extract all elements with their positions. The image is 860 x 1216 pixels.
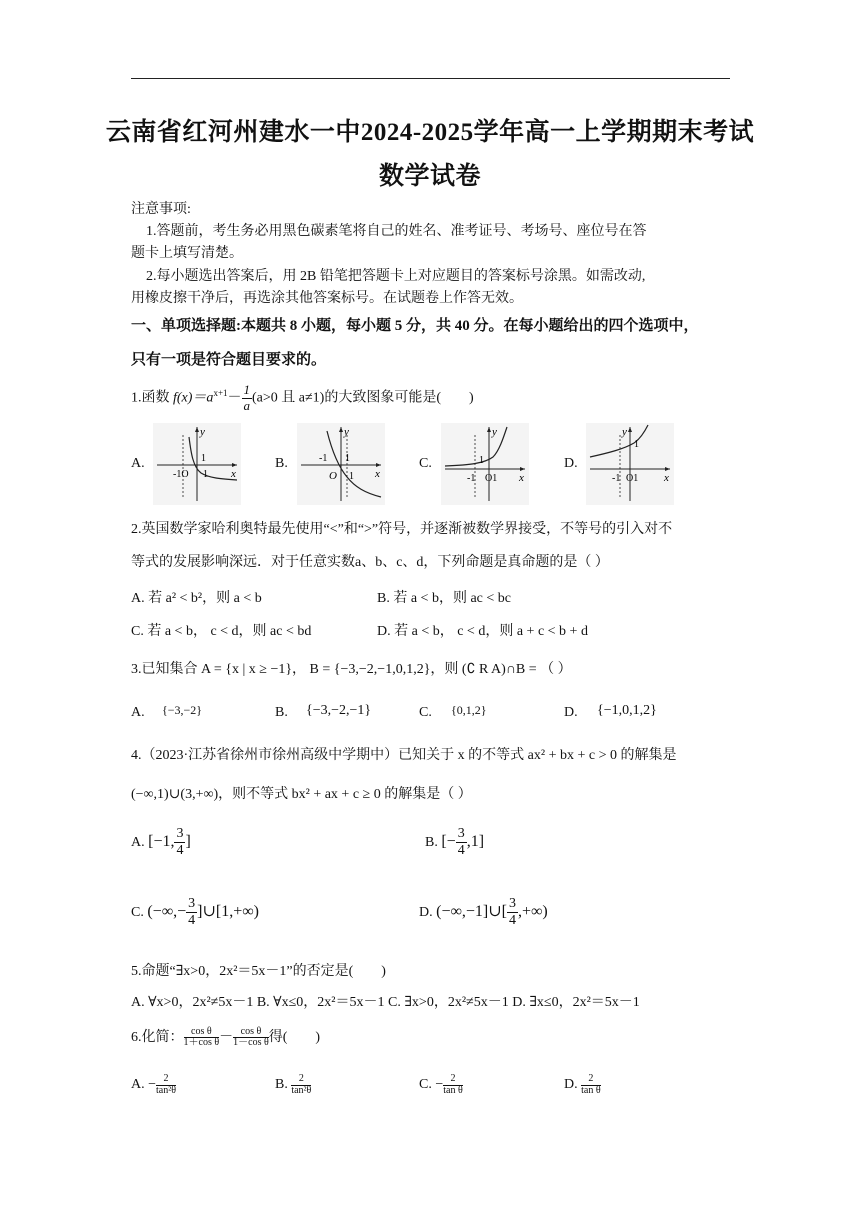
question-4-line-2: (−∞,1)∪(3,+∞)，则不等式 bx² + ax + c ≥ 0 的解集是（ ） bbox=[131, 787, 472, 802]
q1-prefix: 1.函数 bbox=[131, 390, 173, 406]
q4-option-b-pre: [− bbox=[441, 832, 456, 850]
q1-frac-denominator: a bbox=[243, 397, 251, 413]
q6-frac1-n: cos θ bbox=[184, 1027, 220, 1039]
q6-frac2-n: cos θ bbox=[233, 1027, 269, 1039]
q6-frac1-d: 1＋cos θ bbox=[183, 1037, 220, 1049]
q4-a-frac-d: 4 bbox=[176, 843, 184, 859]
q4-option-c-post: ]∪[1,+∞) bbox=[197, 902, 259, 920]
notice-item-1-line-2: 题卡上填写清楚。 bbox=[131, 246, 243, 261]
q1-graph-b bbox=[297, 423, 385, 505]
q1-frac-numerator: 1 bbox=[243, 382, 251, 397]
q3-option-b: {−3,−2,−1} bbox=[306, 703, 372, 718]
q4-option-a-post: ] bbox=[185, 832, 191, 850]
q4-d-frac-n: 3 bbox=[507, 896, 518, 913]
q6-option-c-label: C. − bbox=[419, 1077, 444, 1093]
q4-c-frac-n: 3 bbox=[186, 896, 197, 913]
graph-b-one-x: 1 bbox=[349, 471, 354, 482]
q4-option-a-label: A. bbox=[131, 834, 145, 850]
graph-b-neg1: -1 bbox=[319, 453, 328, 464]
q1-option-b-label: B. bbox=[275, 456, 288, 471]
q4-option-c-label: C. bbox=[131, 904, 144, 920]
graph-c-y-label: y bbox=[492, 426, 497, 438]
q4-a-frac-n: 3 bbox=[174, 826, 185, 843]
q6-option-b-label: B. bbox=[275, 1077, 288, 1093]
q2-option-b: B. 若 a < b，则 ac < bc bbox=[377, 591, 511, 606]
page-subtitle: 数学试卷 bbox=[378, 163, 481, 190]
q3-option-c: {0,1,2} bbox=[451, 703, 487, 717]
graph-c-x-label: x bbox=[519, 472, 524, 484]
q4-option-d-label: D. bbox=[419, 904, 433, 920]
notice-item-2-line-2: 用橡皮擦干净后，再选涂其他答案标号。在试题卷上作答无效。 bbox=[131, 291, 523, 306]
q1-graph-c bbox=[441, 423, 529, 505]
question-5-stem: 5.命题“∃x>0，2x²＝5x－1”的否定是( ) bbox=[131, 964, 386, 979]
q6-d-n: 2 bbox=[581, 1074, 601, 1086]
q3-option-a-label: A. bbox=[131, 705, 145, 720]
q3-option-c-label: C. bbox=[419, 705, 432, 720]
q4-option-b-label: B. bbox=[425, 834, 438, 850]
q3-option-d-label: D. bbox=[564, 705, 578, 720]
q2-option-c: C. 若 a < b， c < d，则 ac < bd bbox=[131, 624, 312, 639]
q3-option-d: {−1,0,1,2} bbox=[597, 703, 657, 718]
q1-exponent: x+1 bbox=[213, 388, 228, 398]
q4-option-c bbox=[131, 896, 259, 929]
section-1-heading-line-2: 只有一项是符合题目要求的。 bbox=[131, 352, 327, 368]
graph-a-neg-label: -1O bbox=[173, 469, 189, 480]
graph-d-neg1: -1 bbox=[612, 473, 621, 484]
question-6-stem bbox=[131, 1026, 320, 1049]
q4-option-d-pre: (−∞,−1]∪[ bbox=[436, 902, 507, 920]
graph-a-x-label: x bbox=[231, 468, 236, 480]
q4-option-a bbox=[131, 826, 191, 859]
q5-options: A. ∀x>0，2x²≠5x－1 B. ∀x≤0，2x²＝5x－1 C. ∃x>0，2x²≠5x－1 D. ∃x≤0，2x²＝5x－1 bbox=[131, 995, 640, 1010]
q6-suffix: 得( ) bbox=[268, 1030, 321, 1045]
q2-option-a: A. 若 a² < b²，则 a < b bbox=[131, 591, 262, 606]
q4-option-a-pre: [−1, bbox=[148, 832, 175, 850]
graph-b-origin: O bbox=[329, 470, 337, 482]
q1-suffix: (a>0 且 a≠1)的大致图象可能是( ) bbox=[252, 390, 474, 406]
q6-minus: － bbox=[219, 1030, 234, 1045]
notice-item-2-line-1: 2.每小题选出答案后，用 2B 铅笔把答题卡上对应题目的答案标号涂黑。如需改动, bbox=[146, 269, 646, 284]
q4-option-c-pre: (−∞,− bbox=[147, 902, 187, 920]
graph-c-o1: O1 bbox=[485, 473, 498, 484]
question-3-stem: 3.已知集合 A = {x | x ≥ −1}， B = {−3,−2,−1,0,1,2}，则 (∁ R A)∩B = （ ） bbox=[131, 662, 572, 677]
q6-a-n: 2 bbox=[156, 1074, 176, 1086]
graph-d-o1: O1 bbox=[626, 473, 639, 484]
q1-option-c-label: C. bbox=[419, 456, 432, 471]
graph-d-y-label: y bbox=[622, 426, 627, 438]
graph-b-y-label: y bbox=[344, 426, 349, 438]
question-2-line-1: 2.英国数学家哈利奥特最先使用“<”和“>”符号，并逐渐被数学界接受，不等号的引入对不 bbox=[131, 522, 673, 537]
q6-option-a-label: A. − bbox=[131, 1077, 157, 1093]
q4-b-frac-d: 4 bbox=[457, 843, 465, 859]
q3-option-b-label: B. bbox=[275, 705, 288, 720]
q6-b-d: tan²θ bbox=[291, 1084, 312, 1096]
q6-frac2-d: 1－cos θ bbox=[233, 1037, 269, 1049]
q4-option-b-post: ,1] bbox=[466, 832, 485, 850]
notice-heading: 注意事项: bbox=[131, 202, 191, 217]
graph-b-x-label: x bbox=[375, 468, 380, 480]
graph-a-one-label: 1 bbox=[203, 469, 208, 480]
notice-item-1-line-1: 1.答题前，考生务必用黑色碳素笔将自己的姓名、准考证号、考场号、座位号在答 bbox=[146, 224, 647, 239]
header-rule bbox=[131, 78, 730, 79]
graph-c-neg1: -1 bbox=[467, 473, 476, 484]
q4-b-frac-n: 3 bbox=[456, 826, 467, 843]
question-4-line-1: 4.（2023·江苏省徐州市徐州高级中学期中）已知关于 x 的不等式 ax² + bx + c > 0 的解集是 bbox=[131, 748, 677, 763]
q6-option-d-label: D. bbox=[564, 1077, 578, 1093]
q1-option-a-label: A. bbox=[131, 456, 145, 471]
q2-option-d: D. 若 a < b， c < d，则 a + c < b + d bbox=[377, 624, 588, 639]
graph-b-one: 1 bbox=[345, 453, 350, 464]
q1-minus: － bbox=[227, 390, 242, 406]
q6-c-d: tan θ bbox=[443, 1084, 463, 1096]
q1-graph-d bbox=[586, 423, 674, 505]
q1-option-d-label: D. bbox=[564, 456, 578, 471]
q4-option-d bbox=[419, 896, 548, 929]
q6-d-d: tan θ bbox=[581, 1084, 601, 1096]
question-2-line-2: 等式的发展影响深远．对于任意实数a、b、c、d，下列命题是真命题的是（ ） bbox=[131, 555, 609, 570]
q6-a-d: tan²θ bbox=[156, 1084, 177, 1096]
q6-option-c bbox=[419, 1074, 463, 1096]
question-1-stem bbox=[131, 383, 474, 414]
graph-a-tick: 1 bbox=[201, 453, 206, 464]
q6-c-n: 2 bbox=[443, 1074, 463, 1086]
q4-d-frac-d: 4 bbox=[508, 913, 516, 929]
page-title: 云南省红河州建水一中2024-2025学年高一上学期期末考试 bbox=[105, 119, 755, 146]
graph-c-one: 1 bbox=[479, 455, 484, 466]
q6-option-a bbox=[131, 1074, 176, 1096]
q4-option-d-post: ,+∞) bbox=[517, 902, 548, 920]
q3-option-a: {−3,−2} bbox=[162, 703, 203, 717]
q6-prefix: 6.化简： bbox=[131, 1030, 184, 1045]
q4-c-frac-d: 4 bbox=[188, 913, 196, 929]
q6-b-n: 2 bbox=[291, 1074, 311, 1086]
graph-d-one: 1 bbox=[634, 439, 639, 450]
q6-option-d bbox=[564, 1074, 601, 1096]
q4-option-b bbox=[425, 826, 484, 859]
graph-a-y-label: y bbox=[200, 426, 205, 438]
section-1-heading-line-1: 一、单项选择题:本题共 8 小题，每小题 5 分，共 40 分。在每小题给出的四个选项中， bbox=[131, 318, 699, 334]
q1-function: f(x)＝a bbox=[173, 390, 214, 406]
q6-option-b bbox=[275, 1074, 311, 1096]
q1-graph-a bbox=[153, 423, 241, 505]
graph-d-x-label: x bbox=[664, 472, 669, 484]
